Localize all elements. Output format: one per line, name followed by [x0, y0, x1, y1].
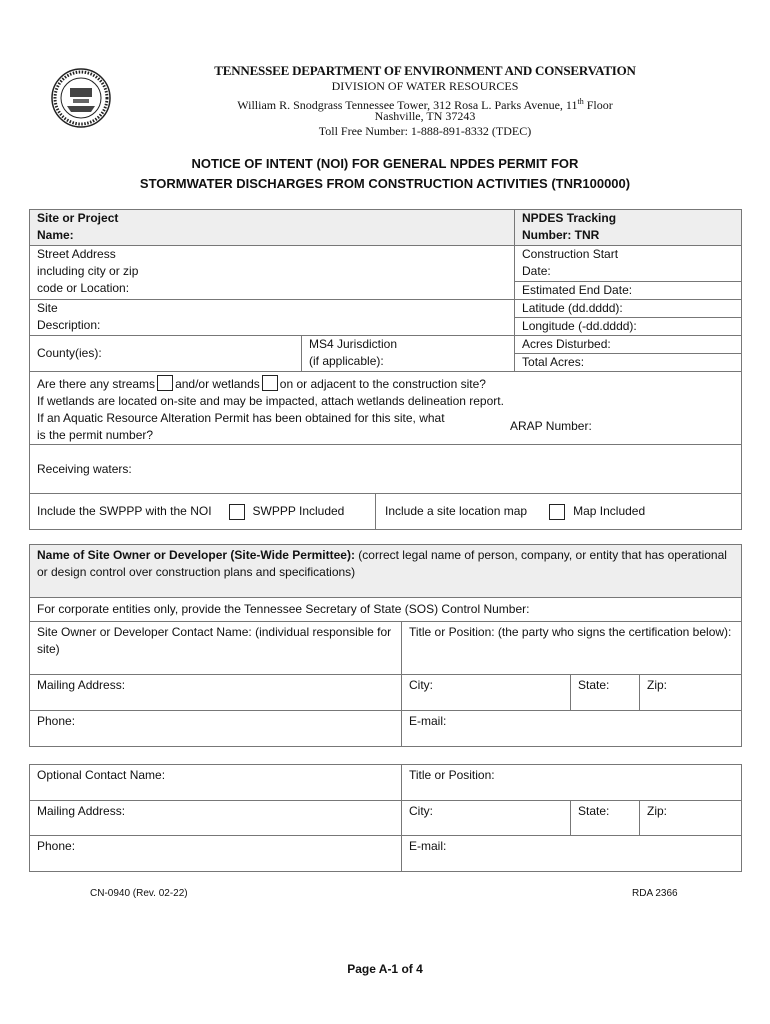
- npdes-tracking-field: NPDES Tracking Number: TNR: [515, 210, 742, 246]
- optional-city-field[interactable]: City:: [402, 801, 571, 836]
- optional-email-field[interactable]: E-mail:: [402, 836, 742, 872]
- receiving-waters-field[interactable]: Receiving waters:: [30, 445, 742, 494]
- attachments-row: [30, 494, 742, 530]
- site-name-field[interactable]: Site or Project Name:: [30, 210, 515, 246]
- swppp-instruction: Include the SWPPP with the NOI: [37, 504, 212, 518]
- streams-checkbox[interactable]: [157, 375, 173, 391]
- address-text: William R. Snodgrass Tennessee Tower, 312 Rosa L. Parks Avenue, 11: [237, 98, 578, 112]
- address-superscript: th: [577, 97, 584, 106]
- streams-question: [37, 375, 734, 393]
- department-name: TENNESSEE DEPARTMENT OF ENVIRONMENT AND CONSERVATION: [214, 63, 636, 78]
- page-number: Page A-1 of 4: [347, 962, 423, 976]
- owner-phone-field[interactable]: Phone:: [30, 711, 402, 747]
- owner-state-field[interactable]: State:: [571, 675, 640, 711]
- swppp-included-checkbox[interactable]: [229, 504, 245, 520]
- owner-email-field[interactable]: E-mail:: [402, 711, 742, 747]
- arap-question: If an Aquatic Resource Alteration Permit has been obtained for this site, what is the permit number?: [37, 411, 445, 442]
- construction-start-field[interactable]: Construction Start Date:: [515, 246, 741, 282]
- county-field[interactable]: County(ies):: [30, 336, 302, 372]
- owner-mailing-address-field[interactable]: Mailing Address:: [30, 675, 402, 711]
- owner-zip-field[interactable]: Zip:: [640, 675, 742, 711]
- division-name: DIVISION OF WATER RESOURCES: [331, 79, 519, 93]
- map-included-checkbox[interactable]: [549, 504, 565, 520]
- owner-heading-note: (correct legal name of person, company, or entity that has operational or design control over construction plans and specifications): [37, 548, 727, 579]
- form-title-line2: STORMWATER DISCHARGES FROM CONSTRUCTION ACTIVITIES (TNR100000): [139, 176, 631, 191]
- site-description-field[interactable]: Site Description:: [30, 300, 515, 336]
- acres-disturbed-field[interactable]: Acres Disturbed:: [515, 336, 741, 354]
- optional-contact-table: [29, 764, 742, 872]
- street-address-field[interactable]: Street Address including city or zip code or Location:: [30, 246, 515, 300]
- swppp-section: [30, 494, 376, 529]
- owner-heading-bold: Name of Site Owner or Developer (Site-Wide Permittee):: [37, 548, 355, 562]
- optional-contact-name-field[interactable]: Optional Contact Name:: [30, 765, 402, 801]
- estimated-end-field[interactable]: Estimated End Date:: [522, 283, 633, 297]
- wetlands-checkbox[interactable]: [262, 375, 278, 391]
- owner-contact-name-field[interactable]: Site Owner or Developer Contact Name: (individual responsible for site): [30, 622, 402, 675]
- optional-zip-field[interactable]: Zip:: [640, 801, 742, 836]
- sos-control-number-field[interactable]: For corporate entities only, provide the Tennessee Secretary of State (SOS) Control Number:: [30, 598, 742, 622]
- rda-number: RDA 2366: [632, 888, 678, 899]
- arap-row: [37, 410, 734, 444]
- form-number: CN-0940 (Rev. 02-22): [90, 888, 188, 899]
- city-line: Nashville, TN 37243: [374, 109, 476, 123]
- map-included-label: Map Included: [573, 504, 646, 518]
- address-floor: Floor: [583, 98, 613, 112]
- owner-developer-table: [29, 544, 742, 747]
- dates-cell: [515, 246, 742, 300]
- optional-title-field[interactable]: Title or Position:: [402, 765, 742, 801]
- arap-number-field[interactable]: ARAP Number:: [510, 419, 592, 433]
- map-instruction: Include a site location map: [385, 504, 528, 518]
- wetlands-label: and/or wetlands: [175, 377, 260, 391]
- map-section: [376, 503, 645, 520]
- owner-title-field[interactable]: Title or Position: (the party who signs the certification below):: [402, 622, 742, 675]
- site-information-table: [29, 209, 742, 530]
- coordinates-cell: [515, 300, 742, 336]
- toll-free-number: Toll Free Number: 1-888-891-8332 (TDEC): [318, 124, 532, 138]
- acres-cell: [515, 336, 742, 372]
- total-acres-field[interactable]: Total Acres:: [522, 355, 585, 369]
- state-seal: [51, 68, 111, 128]
- streams-wetlands-section: [30, 372, 742, 445]
- owner-heading: [30, 545, 742, 598]
- longitude-field[interactable]: Longitude (-dd.dddd):: [522, 319, 637, 333]
- wetlands-note: If wetlands are located on-site and may be impacted, attach wetlands delineation report.: [37, 394, 504, 408]
- optional-mailing-address-field[interactable]: Mailing Address:: [30, 801, 402, 836]
- swppp-included-label: SWPPP Included: [252, 504, 345, 518]
- optional-state-field[interactable]: State:: [571, 801, 640, 836]
- form-title-line1: NOTICE OF INTENT (NOI) FOR GENERAL NPDES PERMIT FOR: [191, 156, 579, 171]
- owner-city-field[interactable]: City:: [402, 675, 571, 711]
- latitude-field[interactable]: Latitude (dd.dddd):: [515, 300, 741, 318]
- adjacent-label: on or adjacent to the construction site?: [279, 377, 486, 391]
- streams-label: Are there any streams: [37, 377, 156, 391]
- optional-phone-field[interactable]: Phone:: [30, 836, 402, 872]
- ms4-jurisdiction-field[interactable]: MS4 Jurisdiction (if applicable):: [302, 336, 515, 372]
